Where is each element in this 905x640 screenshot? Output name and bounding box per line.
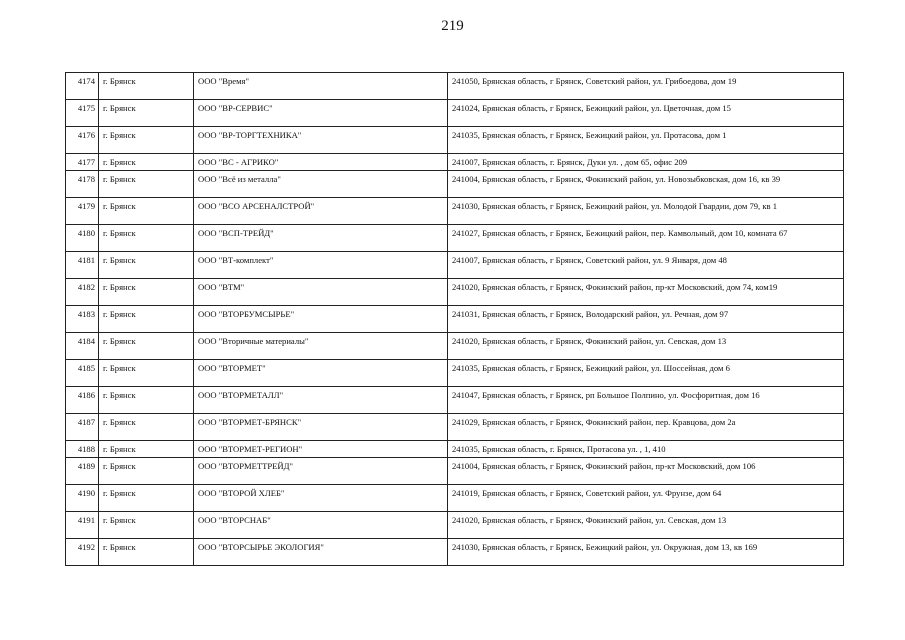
city-cell: г. Брянск: [99, 279, 194, 306]
address-cell: 241020, Брянская область, г Брянск, Фокинский район, ул. Севская, дом 13: [448, 512, 844, 539]
address-cell: 241030, Брянская область, г Брянск, Бежицкий район, ул. Окружная, дом 13, кв 169: [448, 539, 844, 566]
city-cell: г. Брянск: [99, 127, 194, 154]
address-cell: 241035, Брянская область, г. Брянск, Протасова ул. , 1, 410: [448, 441, 844, 458]
organization-cell: ООО "ВТОРБУМСЫРЬЕ": [194, 306, 448, 333]
table-row: [66, 100, 844, 127]
row-number-cell: 4184: [66, 333, 99, 360]
city-cell: г. Брянск: [99, 333, 194, 360]
organization-cell: ООО "ВС - АГРИКО": [194, 154, 448, 171]
address-cell: 241019, Брянская область, г Брянск, Советский район, ул. Фрунзе, дом 64: [448, 485, 844, 512]
city-cell: г. Брянск: [99, 387, 194, 414]
address-cell: 241030, Брянская область, г Брянск, Бежицкий район, ул. Молодой Гвардии, дом 79, кв 1: [448, 198, 844, 225]
organization-cell: ООО "ВТОРМЕТ-РЕГИОН": [194, 441, 448, 458]
row-number-cell: 4186: [66, 387, 99, 414]
registry-table-body: [66, 73, 844, 566]
city-cell: г. Брянск: [99, 252, 194, 279]
organization-cell: ООО "ВТМ": [194, 279, 448, 306]
table-row: [66, 127, 844, 154]
table-row: [66, 485, 844, 512]
address-cell: 241007, Брянская область, г. Брянск, Дуки ул. , дом 65, офис 209: [448, 154, 844, 171]
row-number-cell: 4178: [66, 171, 99, 198]
address-cell: 241020, Брянская область, г Брянск, Фокинский район, ул. Севская, дом 13: [448, 333, 844, 360]
organization-cell: ООО "ВСО АРСЕНАЛСТРОЙ": [194, 198, 448, 225]
city-cell: г. Брянск: [99, 100, 194, 127]
organization-cell: ООО "Всё из металла": [194, 171, 448, 198]
table-row: [66, 198, 844, 225]
organization-cell: ООО "ВТОРМЕТ": [194, 360, 448, 387]
address-cell: 241035, Брянская область, г Брянск, Бежицкий район, ул. Шоссейная, дом 6: [448, 360, 844, 387]
organization-cell: ООО "ВТОРМЕТ-БРЯНСК": [194, 414, 448, 441]
organization-cell: ООО "ВР-СЕРВИС": [194, 100, 448, 127]
row-number-cell: 4174: [66, 73, 99, 100]
table-row: [66, 154, 844, 171]
row-number-cell: 4185: [66, 360, 99, 387]
city-cell: г. Брянск: [99, 512, 194, 539]
organization-cell: ООО "ВТОРСЫРЬЕ ЭКОЛОГИЯ": [194, 539, 448, 566]
address-cell: 241004, Брянская область, г Брянск, Фокинский район, пр-кт Московский, дом 106: [448, 458, 844, 485]
table-row: [66, 279, 844, 306]
organization-cell: ООО "ВТ-комплект": [194, 252, 448, 279]
table-row: [66, 458, 844, 485]
table-row: [66, 252, 844, 279]
row-number-cell: 4187: [66, 414, 99, 441]
row-number-cell: 4180: [66, 225, 99, 252]
page-number: 219: [441, 18, 464, 34]
city-cell: г. Брянск: [99, 171, 194, 198]
table-row: [66, 441, 844, 458]
table-row: [66, 225, 844, 252]
address-cell: 241020, Брянская область, г Брянск, Фокинский район, пр-кт Московский, дом 74, ком19: [448, 279, 844, 306]
table-row: [66, 414, 844, 441]
table-row: [66, 360, 844, 387]
table-row: [66, 539, 844, 566]
address-cell: 241031, Брянская область, г Брянск, Володарский район, ул. Речная, дом 97: [448, 306, 844, 333]
table-row: [66, 73, 844, 100]
row-number-cell: 4190: [66, 485, 99, 512]
city-cell: г. Брянск: [99, 198, 194, 225]
row-number-cell: 4189: [66, 458, 99, 485]
row-number-cell: 4175: [66, 100, 99, 127]
table-row: [66, 512, 844, 539]
address-cell: 241004, Брянская область, г Брянск, Фокинский район, ул. Новозыбковская, дом 16, кв 39: [448, 171, 844, 198]
city-cell: г. Брянск: [99, 225, 194, 252]
organization-cell: ООО "Вторичные материалы": [194, 333, 448, 360]
row-number-cell: 4182: [66, 279, 99, 306]
row-number-cell: 4183: [66, 306, 99, 333]
table-row: [66, 387, 844, 414]
row-number-cell: 4177: [66, 154, 99, 171]
row-number-cell: 4188: [66, 441, 99, 458]
city-cell: г. Брянск: [99, 458, 194, 485]
address-cell: 241047, Брянская область, г Брянск, рп Большое Полпино, ул. Фосфоритная, дом 16: [448, 387, 844, 414]
row-number-cell: 4192: [66, 539, 99, 566]
address-cell: 241027, Брянская область, г Брянск, Бежицкий район, пер. Камвольный, дом 10, комната 67: [448, 225, 844, 252]
organization-cell: ООО "ВСП-ТРЕЙД": [194, 225, 448, 252]
organization-cell: ООО "ВТОРСНАБ": [194, 512, 448, 539]
address-cell: 241029, Брянская область, г Брянск, Фокинский район, пер. Кравцова, дом 2а: [448, 414, 844, 441]
organization-cell: ООО "ВТОРМЕТАЛЛ": [194, 387, 448, 414]
address-cell: 241007, Брянская область, г Брянск, Советский район, ул. 9 Января, дом 48: [448, 252, 844, 279]
address-cell: 241035, Брянская область, г Брянск, Бежицкий район, ул. Протасова, дом 1: [448, 127, 844, 154]
row-number-cell: 4191: [66, 512, 99, 539]
city-cell: г. Брянск: [99, 360, 194, 387]
organization-cell: ООО "Время": [194, 73, 448, 100]
row-number-cell: 4176: [66, 127, 99, 154]
table-row: [66, 171, 844, 198]
city-cell: г. Брянск: [99, 485, 194, 512]
row-number-cell: 4181: [66, 252, 99, 279]
row-number-cell: 4179: [66, 198, 99, 225]
city-cell: г. Брянск: [99, 414, 194, 441]
address-cell: 241024, Брянская область, г Брянск, Бежицкий район, ул. Цветочная, дом 15: [448, 100, 844, 127]
registry-table: [65, 72, 844, 566]
city-cell: г. Брянск: [99, 154, 194, 171]
organization-cell: ООО "ВТОРМЕТТРЕЙД": [194, 458, 448, 485]
address-cell: 241050, Брянская область, г Брянск, Советский район, ул. Грибоедова, дом 19: [448, 73, 844, 100]
table-row: [66, 333, 844, 360]
table-row: [66, 306, 844, 333]
city-cell: г. Брянск: [99, 73, 194, 100]
city-cell: г. Брянск: [99, 441, 194, 458]
organization-cell: ООО "ВТОРОЙ ХЛЕБ": [194, 485, 448, 512]
city-cell: г. Брянск: [99, 539, 194, 566]
organization-cell: ООО "ВР-ТОРГТЕХНИКА": [194, 127, 448, 154]
city-cell: г. Брянск: [99, 306, 194, 333]
